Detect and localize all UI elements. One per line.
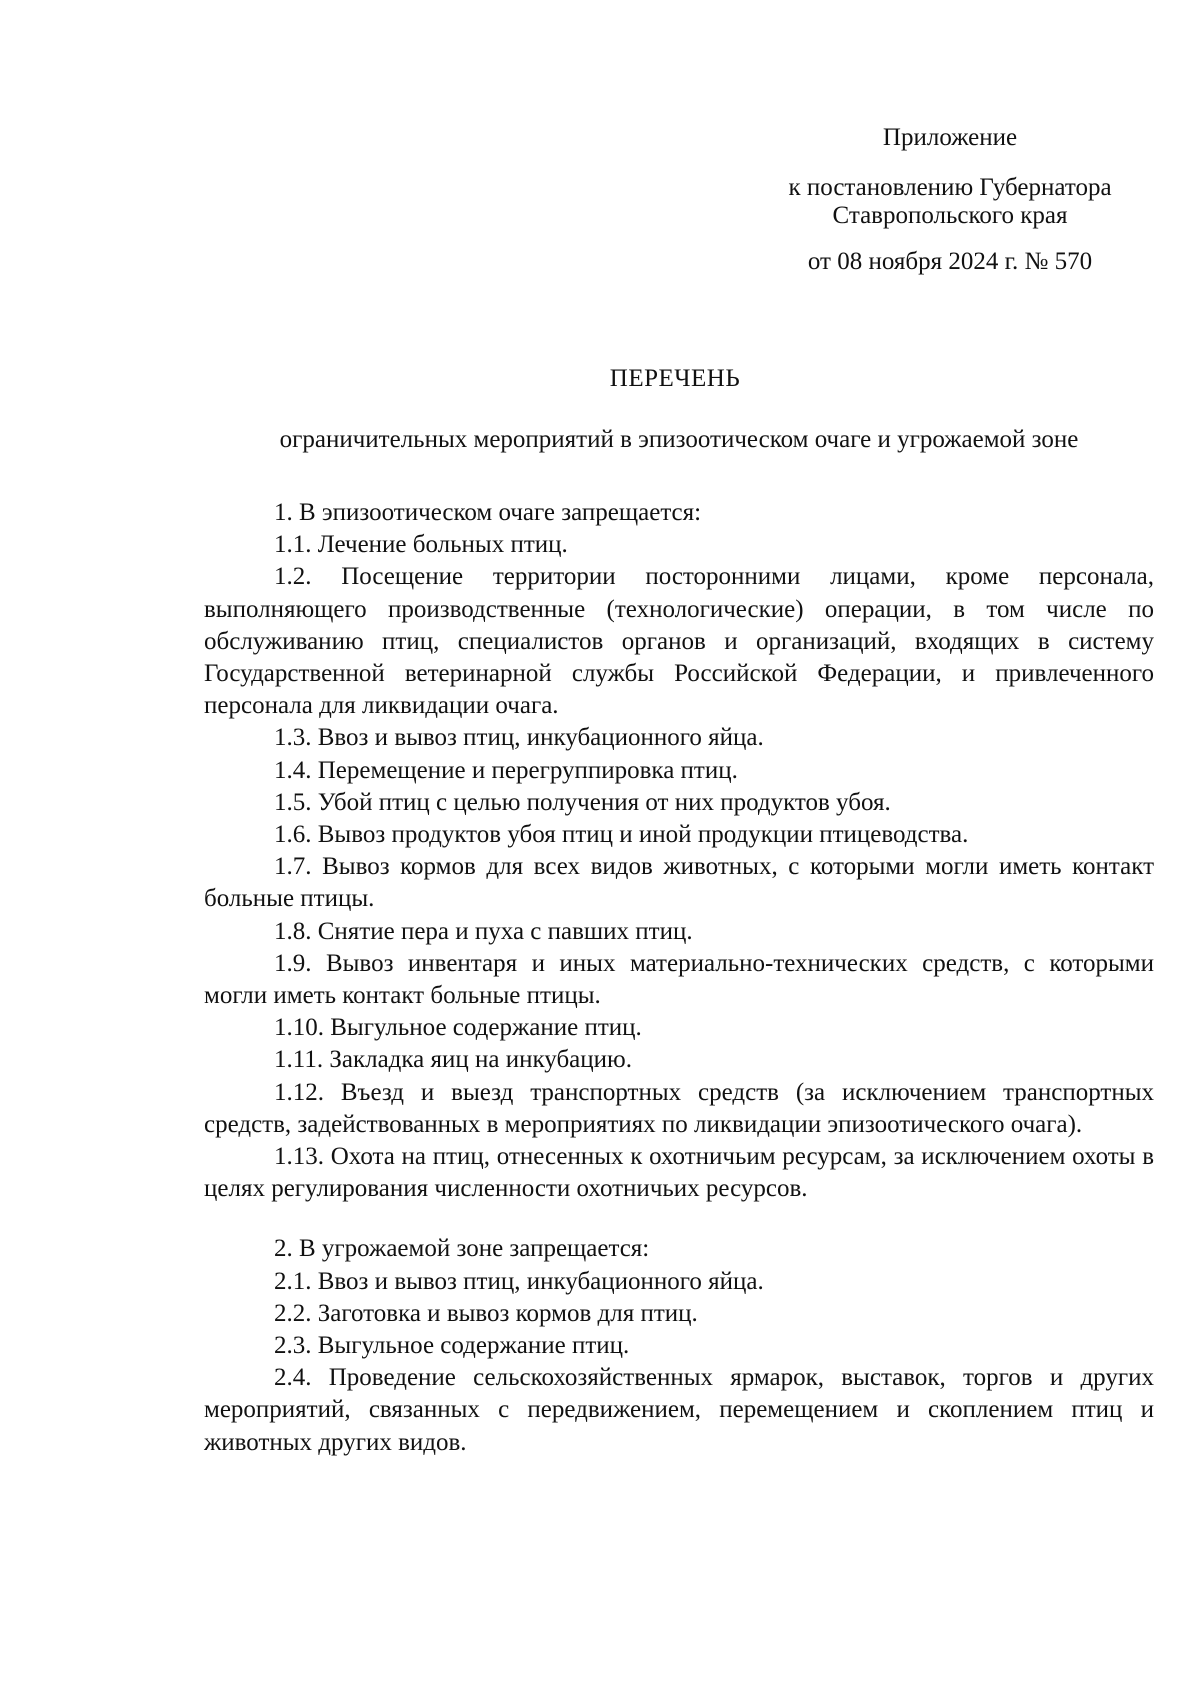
list-item-1-6: 1.6. Вывоз продуктов убоя птиц и иной продукции птицеводства. <box>274 821 969 849</box>
list-item-2-2: 2.2. Заготовка и вывоз кормов для птиц. <box>274 1299 698 1327</box>
list-item-1-1: 1.1. Лечение больных птиц. <box>274 531 568 559</box>
list-item-1-3: 1.3. Ввоз и вывоз птиц, инкубационного яйца. <box>274 724 764 752</box>
appendix-block <box>760 124 1140 276</box>
list-item-1-12: 1.12. Въезд и выезд транспортных средств (за исключением транспортных средств, задействованных в мероприятиях по ликвидации эпизоотического очага). <box>204 1078 1154 1138</box>
list-item-1-2: 1.2. Посещение территории посторонними лицами, кроме персонала, выполняющего производственные (технологические) операции, в том числе по обслуживанию птиц, специалистов органов и организаций, входящих в систему Государственной ветеринарной службы Российской Федерации, и привлеченного персонала для ликвидации очага. <box>204 563 1154 720</box>
document-subtitle: ограничительных мероприятий в эпизоотическом очаге и угрожаемой зоне <box>279 426 1079 453</box>
document-body <box>204 497 1154 1459</box>
list-item-1-13: 1.13. Охота на птиц, отнесенных к охотничьим ресурсам, за исключением охоты в целях регулирования численности охотничьих ресурсов. <box>204 1143 1154 1203</box>
section-2-heading: 2. В угрожаемой зоне запрещается: <box>274 1235 650 1263</box>
list-item-1-9: 1.9. Вывоз инвентаря и иных материально-технических средств, с которыми могли иметь контакт больные птицы. <box>204 949 1154 1010</box>
appendix-line-2: Ставропольского края <box>832 202 1068 229</box>
list-item-1-4: 1.4. Перемещение и перегруппировка птиц. <box>274 756 738 784</box>
list-item-1-5: 1.5. Убой птиц с целью получения от них продуктов убоя. <box>274 788 891 816</box>
section-divider <box>204 1205 1154 1233</box>
list-item-2-1: 2.1. Ввоз и вывоз птиц, инкубационного яйца. <box>274 1267 764 1295</box>
section-1-heading: 1. В эпизоотическом очаге запрещается: <box>274 499 702 526</box>
list-item-1-11: 1.11. Закладка яиц на инкубацию. <box>274 1046 632 1074</box>
appendix-line-1: к постановлению Губернатора <box>788 174 1112 201</box>
list-item-1-10: 1.10. Выгульное содержание птиц. <box>274 1014 642 1042</box>
appendix-date: от 08 ноября 2024 г. № 570 <box>807 248 1093 275</box>
list-item-1-8: 1.8. Снятие пера и пуха с павших птиц. <box>274 917 693 945</box>
list-item-2-4: 2.4. Проведение сельскохозяйственных ярмарок, выставок, торгов и других мероприятий, связанных с передвижением, перемещением и скоплением птиц и животных других видов. <box>204 1364 1154 1456</box>
list-item-1-7: 1.7. Вывоз кормов для всех видов животных, с которыми могли иметь контакт больные птицы. <box>204 853 1154 913</box>
list-item-2-3: 2.3. Выгульное содержание птиц. <box>274 1332 630 1360</box>
appendix-title: Приложение <box>882 124 1018 151</box>
document-title: ПЕРЕЧЕНЬ <box>609 365 741 392</box>
